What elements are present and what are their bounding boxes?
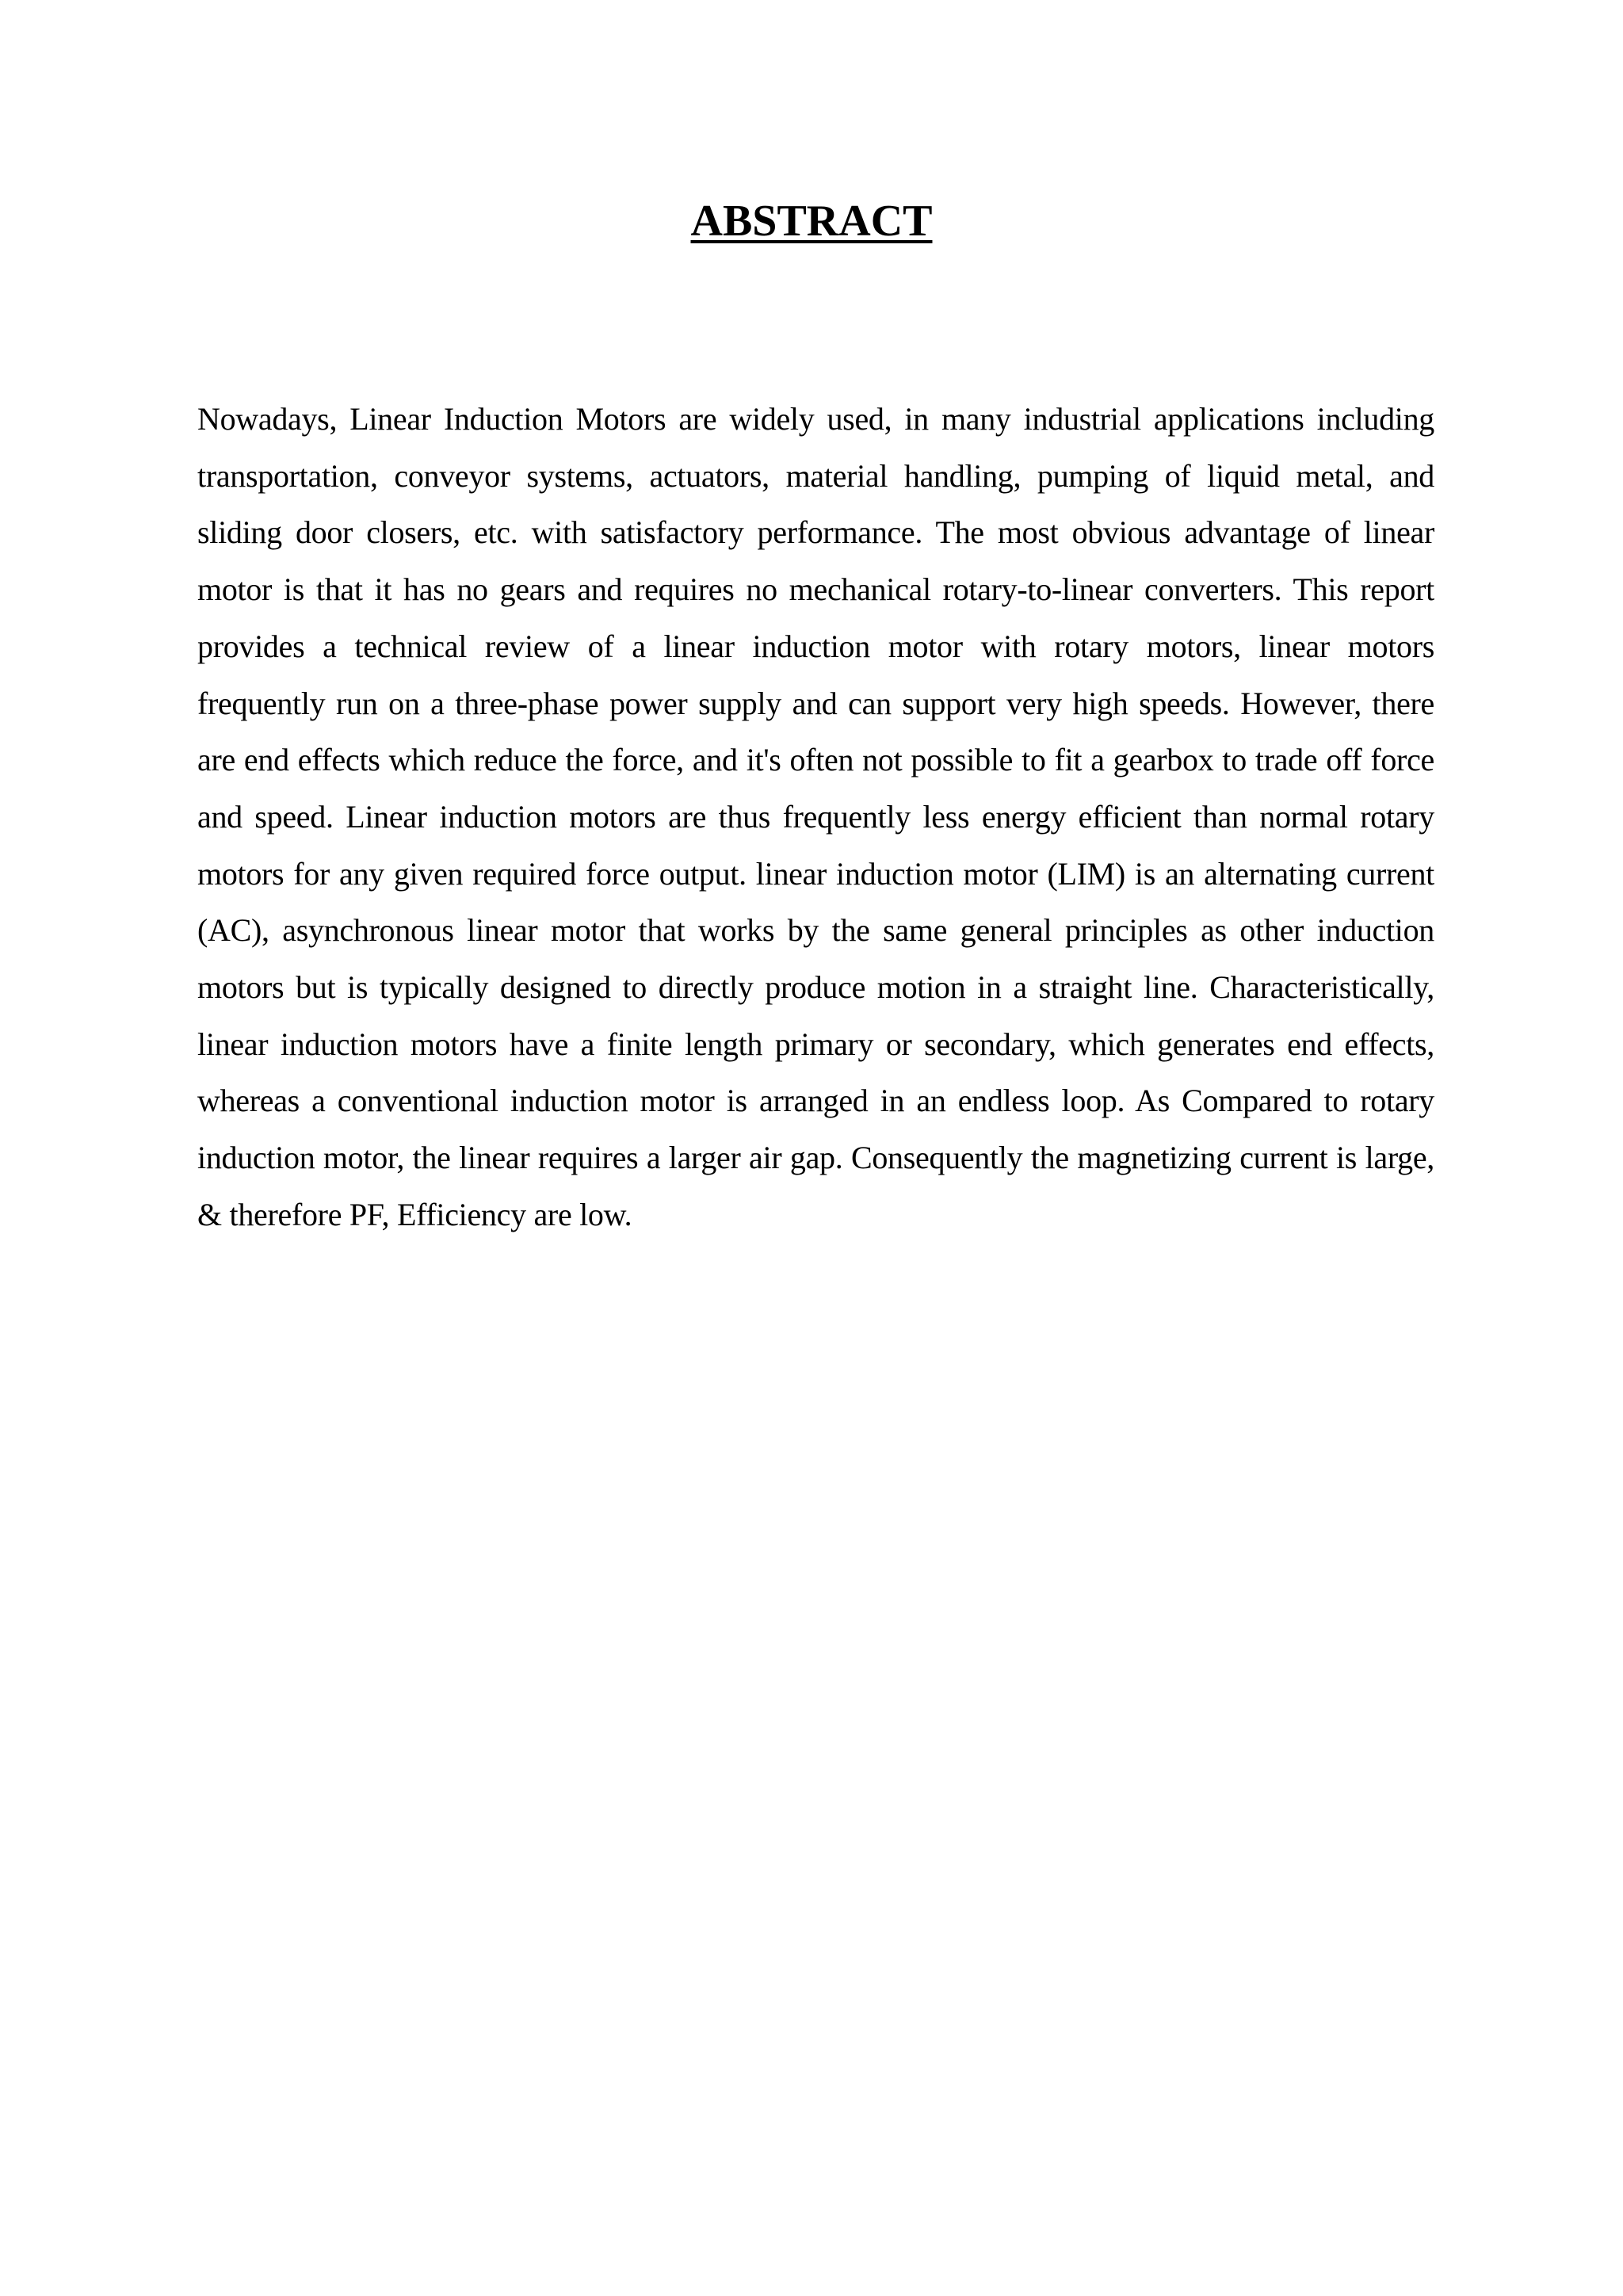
title-text: ABSTRACT [690, 197, 933, 246]
abstract-paragraph: Nowadays, Linear Induction Motors are widely used, in many industrial applications including transportation, conveyor systems, actuators, material handling, pumping of liquid metal, and sliding door closers, etc. with satisfactory performance. The most obvious advantage of linear motor is that it has no gears and requires no mechanical rotary-to-linear converters. This report provides a technical review of a linear induction motor with rotary motors, linear motors frequently run on a three-phase power supply and can support very high speeds. However, there are end effects which reduce the force, and it's often not possible to fit a gearbox to trade off force and speed. Linear induction motors are thus frequently less energy efficient than normal rotary motors for any given required force output. linear induction motor (LIM) is an alternating current (AC), asynchronous linear motor that works by the same general principles as other induction motors but is typically designed to directly produce motion in a straight line. Characteristically, linear induction motors have a finite length primary or secondary, which generates end effects, whereas a conventional induction motor is arranged in an endless loop. As Compared to rotary induction motor, the linear requires a larger air gap. Consequently the magnetizing current is large, & therefore PF, Efficiency are low. [197, 401, 1434, 1232]
page-title [0, 193, 1623, 249]
